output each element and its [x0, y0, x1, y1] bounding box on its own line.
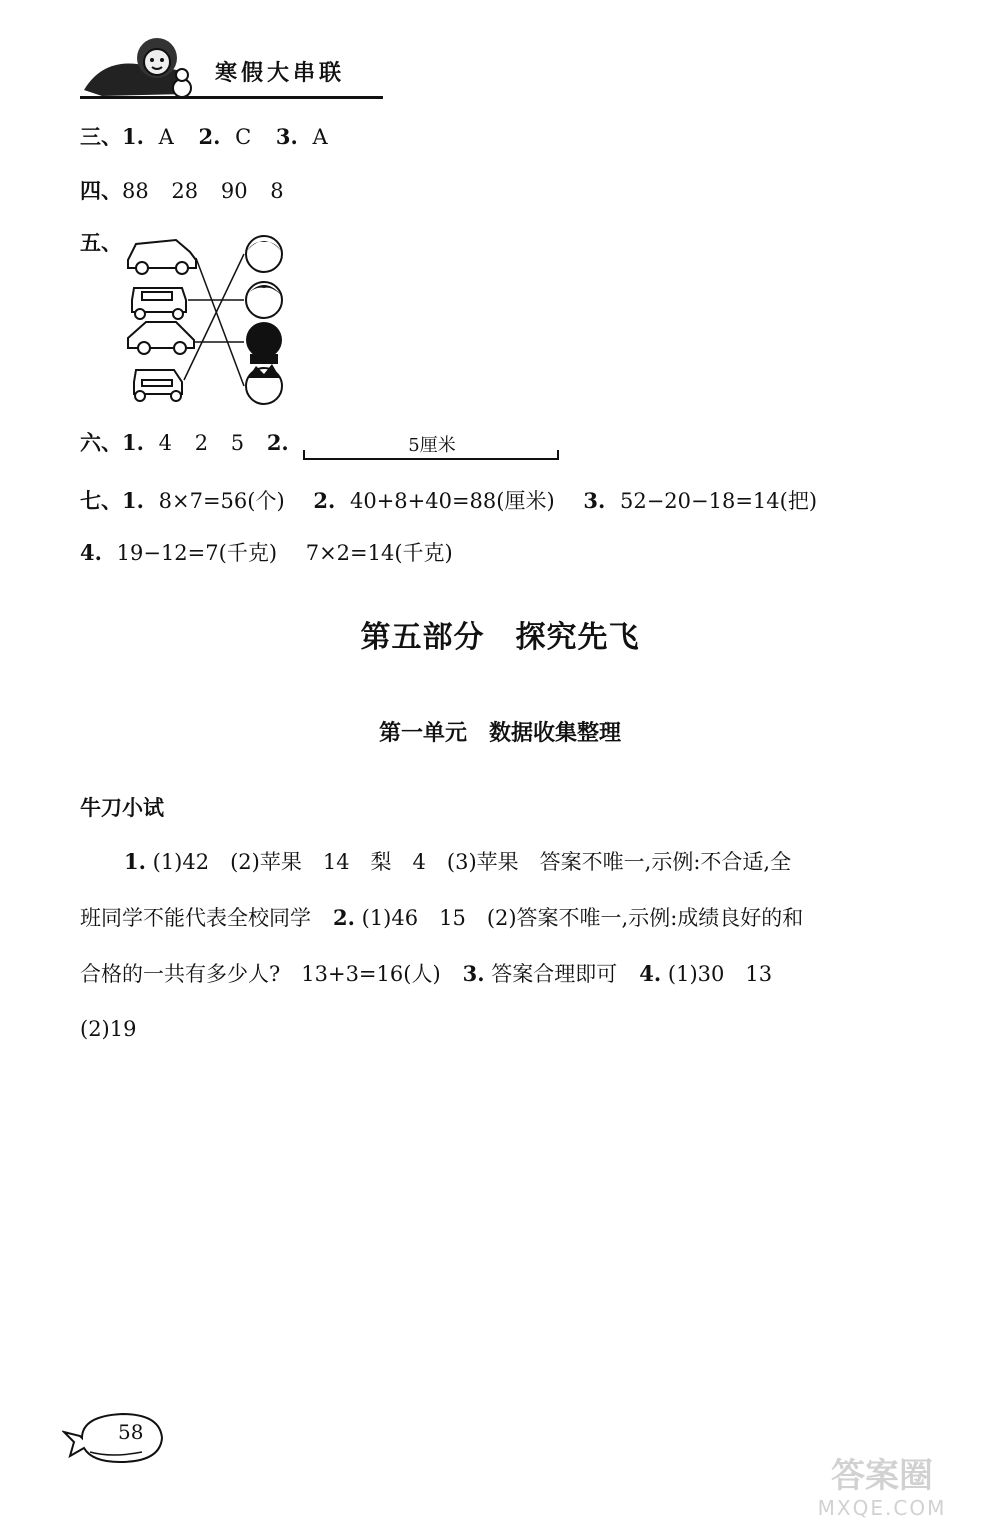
q2-expression: 40+8+40=88(厘米)	[349, 489, 555, 513]
q1-answer: A	[158, 125, 174, 149]
car-icon	[134, 370, 182, 401]
p-q3-text: 答案合理即可	[491, 962, 618, 986]
section-4-label: 四、	[80, 178, 122, 203]
section-title: 牛刀小试	[80, 796, 164, 820]
section-7-label: 七、	[80, 488, 122, 513]
match-line	[184, 254, 244, 386]
paragraph-line-1	[80, 834, 950, 890]
whale-icon	[62, 1408, 172, 1468]
q2-number: 2.	[313, 488, 336, 513]
car-icon	[128, 240, 196, 274]
q3-answer: A	[312, 125, 328, 149]
q4-expression-a: 19−12=7(千克)	[116, 541, 278, 565]
face-icon	[246, 282, 282, 318]
section-5-label: 五、	[80, 230, 122, 255]
paragraph-answers	[80, 834, 950, 1057]
q1-number: 1.	[122, 430, 144, 455]
q2-number: 2.	[198, 124, 221, 149]
q1-number: 1.	[122, 124, 144, 149]
q1-expression: 8×7=56(个)	[158, 489, 285, 513]
p-q3-number: 3.	[462, 961, 485, 986]
face-icon	[246, 236, 282, 272]
q3-number: 3.	[275, 124, 298, 149]
answer-section-7-line2	[80, 538, 453, 568]
segment-length-label: 5厘米	[408, 435, 456, 456]
header-cartoon-illustration	[82, 30, 202, 102]
section-6-label: 六、	[80, 430, 122, 455]
s4-value: 90	[220, 179, 248, 203]
unit-title: 第一单元 数据收集整理	[378, 721, 621, 746]
page-number: 58	[118, 1420, 144, 1444]
p-q4-number: 4.	[639, 961, 662, 986]
q4-number: 4.	[80, 540, 102, 565]
q3-expression: 52−20−18=14(把)	[619, 489, 818, 513]
s4-value: 8	[270, 179, 284, 203]
p-q2-text-cont: 合格的一共有多少人? 13+3=16(人)	[80, 962, 441, 986]
s6-value: 5	[230, 431, 245, 455]
header-title: 寒假大串联	[215, 60, 346, 86]
s6-value: 4	[158, 431, 172, 455]
answer-section-4	[80, 176, 284, 206]
answer-section-3	[80, 122, 328, 152]
car-icon	[132, 288, 186, 319]
p-q4-text-cont: (2)19	[80, 1017, 137, 1041]
p-q2-number: 2.	[333, 905, 355, 930]
answer-section-6	[80, 428, 289, 458]
q2-answer: C	[235, 125, 252, 149]
paragraph-line-2	[80, 890, 950, 946]
p-q1-text: (1)42 (2)苹果 14 梨 4 (3)苹果 答案不唯一,示例:不合适,全	[152, 850, 792, 874]
face-icon	[246, 364, 282, 404]
s6-value: 2	[194, 431, 209, 455]
car-face-matching-diagram	[124, 230, 294, 410]
p-q1-number: 1.	[124, 849, 146, 874]
watermark-url: MXQE.COM	[817, 1496, 947, 1520]
face-icon	[246, 322, 282, 364]
header-rule	[80, 96, 383, 99]
p-q2-text: (1)46 15 (2)答案不唯一,示例:成绩良好的和	[361, 906, 804, 930]
watermark	[782, 1456, 982, 1528]
q4-expression-b: 7×2=14(千克)	[305, 541, 453, 565]
car-icon	[128, 322, 194, 354]
q3-number: 3.	[583, 488, 606, 513]
s4-value: 88	[122, 179, 149, 203]
section-3-label: 三、	[80, 124, 122, 149]
s4-value: 28	[171, 179, 199, 203]
paragraph-line-4	[80, 1002, 950, 1057]
q1-number: 1.	[122, 488, 144, 513]
p-q1-text-cont: 班同学不能代表全校同学	[80, 906, 311, 930]
watermark-logo: 答案圈	[831, 1456, 933, 1496]
paragraph-line-3	[80, 946, 950, 1002]
answer-section-7-line1	[80, 486, 817, 516]
q2-number: 2.	[266, 430, 289, 455]
part-title: 第五部分 探究先飞	[360, 620, 640, 655]
p-q4-text: (1)30 13	[667, 962, 773, 986]
